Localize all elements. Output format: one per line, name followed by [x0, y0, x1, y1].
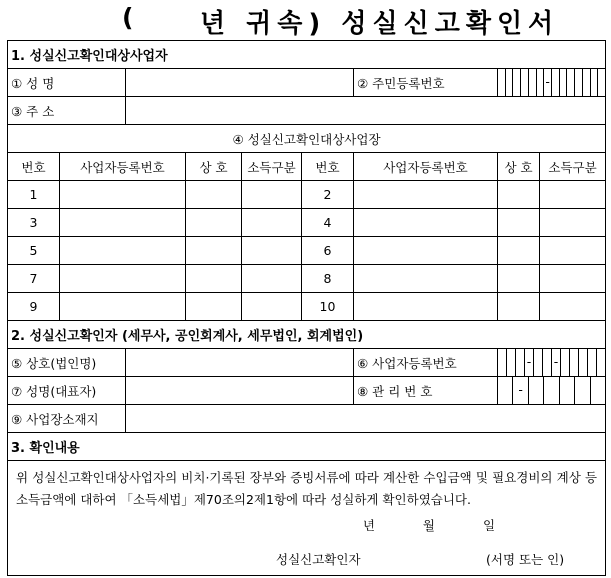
address-field[interactable]	[126, 97, 606, 125]
firm-field[interactable]	[126, 349, 354, 377]
date-line	[16, 515, 597, 537]
brn-label: ⑥ 사업자등록번호	[354, 349, 498, 377]
confirmer-label: 성실신고확인자	[276, 552, 361, 567]
row-number: 8	[302, 265, 354, 293]
row-cell[interactable]	[354, 265, 498, 293]
row-cell[interactable]	[498, 293, 540, 321]
row-cell[interactable]	[60, 209, 186, 237]
row-number: 5	[8, 237, 60, 265]
section2-heading: 2. 성실신고확인자 (세무사, 공인회계사, 세무법인, 회계법인)	[8, 321, 606, 349]
section3-heading: 3. 확인내용	[8, 433, 606, 461]
office-label: ⑨ 사업장소재지	[8, 405, 126, 433]
row-cell[interactable]	[60, 265, 186, 293]
name-field[interactable]	[126, 69, 354, 97]
year-label: 년	[362, 518, 377, 533]
row-cell[interactable]	[242, 209, 302, 237]
row-cell[interactable]	[354, 209, 498, 237]
row-cell[interactable]	[354, 237, 498, 265]
mgmt-separator: -	[512, 377, 527, 404]
row-cell[interactable]	[60, 181, 186, 209]
col-income-left: 소득구분	[242, 153, 302, 181]
brn-separator: -	[524, 349, 533, 376]
col-income-right: 소득구분	[540, 153, 606, 181]
title-bracket: (	[122, 3, 134, 32]
row-cell[interactable]	[540, 237, 606, 265]
brn-field[interactable]	[498, 349, 606, 377]
mgmt-field[interactable]	[498, 377, 606, 405]
row-cell[interactable]	[186, 209, 242, 237]
row-cell[interactable]	[186, 181, 242, 209]
row-cell[interactable]	[540, 209, 606, 237]
row-cell[interactable]	[60, 293, 186, 321]
rrn-separator: -	[543, 69, 551, 96]
row-cell[interactable]	[498, 181, 540, 209]
col-brn-right: 사업자등록번호	[354, 153, 498, 181]
rep-label: ⑦ 성명(대표자)	[8, 377, 126, 405]
form-table	[7, 40, 606, 576]
mgmt-digit-boxes	[498, 377, 605, 404]
col-no-left: 번호	[8, 153, 60, 181]
col-no-right: 번호	[302, 153, 354, 181]
row-cell[interactable]	[186, 237, 242, 265]
month-label: 월	[422, 518, 437, 533]
signature-label: (서명 또는 인)	[486, 552, 565, 567]
row-cell[interactable]	[242, 237, 302, 265]
row-number: 7	[8, 265, 60, 293]
title-year-label: 년 귀속)	[200, 9, 327, 39]
firm-label: ⑤ 상호(법인명)	[8, 349, 126, 377]
col-brn-left: 사업자등록번호	[60, 153, 186, 181]
row-cell[interactable]	[186, 293, 242, 321]
rrn-field[interactable]	[498, 69, 606, 97]
name-label: ① 성 명	[8, 69, 126, 97]
confirmation-content	[8, 461, 606, 576]
row-number: 10	[302, 293, 354, 321]
brn-digit-boxes	[498, 349, 605, 376]
row-cell[interactable]	[540, 265, 606, 293]
row-cell[interactable]	[60, 237, 186, 265]
day-label: 일	[482, 518, 498, 533]
title-main: 성실신고확인서	[341, 9, 560, 39]
address-label: ③ 주 소	[8, 97, 126, 125]
col-firm-right: 상 호	[498, 153, 540, 181]
row-number: 4	[302, 209, 354, 237]
row-number: 3	[8, 209, 60, 237]
row-number: 1	[8, 181, 60, 209]
row-cell[interactable]	[242, 181, 302, 209]
col-firm-left: 상 호	[186, 153, 242, 181]
rep-field[interactable]	[126, 377, 354, 405]
rrn-label: ② 주민등록번호	[354, 69, 498, 97]
row-cell[interactable]	[498, 209, 540, 237]
row-cell[interactable]	[354, 293, 498, 321]
row-cell[interactable]	[498, 265, 540, 293]
mgmt-label: ⑧ 관 리 번 호	[354, 377, 498, 405]
rrn-digit-boxes	[498, 69, 605, 96]
section1-heading: 1. 성실신고확인대상사업자	[8, 41, 606, 69]
office-field[interactable]	[126, 405, 606, 433]
row-number: 9	[8, 293, 60, 321]
row-cell[interactable]	[354, 181, 498, 209]
brn-separator: -	[551, 349, 560, 376]
row-cell[interactable]	[540, 181, 606, 209]
row-cell[interactable]	[186, 265, 242, 293]
form-title	[10, 2, 605, 38]
row-cell[interactable]	[498, 237, 540, 265]
signature-line	[16, 549, 597, 571]
row-cell[interactable]	[242, 293, 302, 321]
row-cell[interactable]	[540, 293, 606, 321]
row-number: 2	[302, 181, 354, 209]
title-text	[200, 3, 559, 40]
confirmation-statement: 위 성실신고확인대상사업자의 비치·기록된 장부와 증빙서류에 따라 계산한 수입금액 및 필요경비의 계상 등 소득금액에 대하여 「소득세법」제70조의2제1항에 따라 성실하게 확인하였습니다.	[16, 470, 598, 507]
row-number: 6	[302, 237, 354, 265]
biz-site-heading: ④ 성실신고확인대상사업장	[8, 125, 606, 153]
row-cell[interactable]	[242, 265, 302, 293]
